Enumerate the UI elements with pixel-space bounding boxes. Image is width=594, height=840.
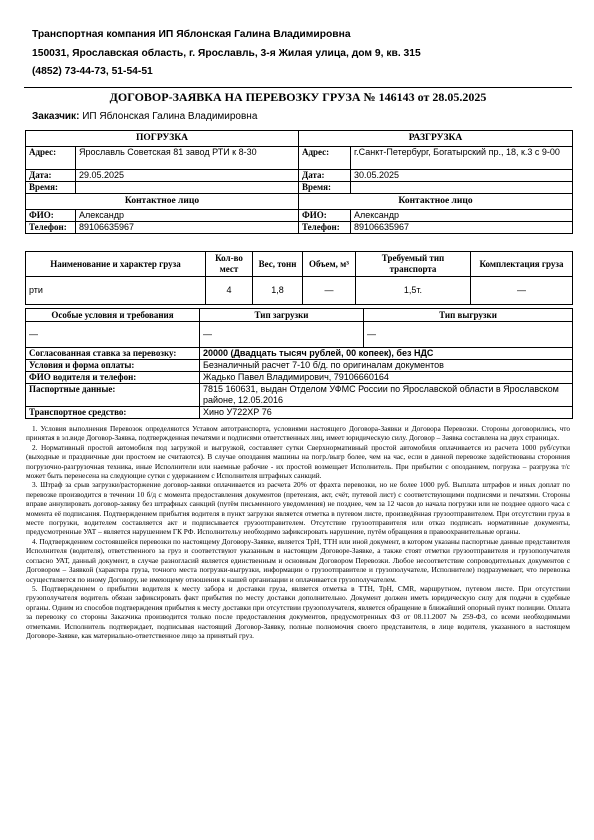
- conditions-header-special: Особые условия и требования: [26, 309, 200, 322]
- driver-label: ФИО водителя и телефон:: [26, 372, 200, 384]
- unloading-time: [351, 182, 573, 194]
- cargo-header-name: Наименование и характер груза: [26, 252, 206, 277]
- passport-value: 7815 160631, выдан Отделом УФМС России по Ярославской области в Ярославском районе, 12.05.2016: [200, 384, 573, 407]
- terms-paragraph: 4. Подтверждением состоявшейся перевозки по настоящему Договору-Заявке, является ТрН, ТТН или иной документ, в котором указаны паспортные данные представителя Исполнителя (водителя), ответственного за груз и соответствуют указанным в настоящем Договоре-Заявке, а также стоят отметки грузоотправителя и грузополучателя согласно УАТ, данный документ, в случае разногласий является единственным и основным Договором Перевозки. Любое несоответствие сопроводительных документов с Договором – Заявкой (характера груза, точного места погрузки-выгрузки, информации о грузоотправителе и грузополучателе, Исполнителе) подразумевает, что перевозка осуществляется по иному Договору, не имеющему отношения к нашей организации и оплачивается грузополучателем.: [26, 536, 570, 584]
- unloading-contact-name: Александр: [351, 210, 573, 222]
- unloading-phone-label: Телефон:: [299, 222, 351, 234]
- unloading-address: г.Санкт-Петербург, Богатырский пр., 18, к.3 с 9-00: [351, 147, 573, 170]
- cargo-header-package: Комплектация груза: [471, 252, 573, 277]
- customer-line: [32, 111, 257, 122]
- loading-date: 29.05.2025: [76, 170, 299, 182]
- cargo-table: [25, 251, 573, 305]
- payment-terms-label: Условия и форма оплаты:: [26, 360, 200, 372]
- payment-terms-value: Безналичный расчет 7-10 б/д. по оригиналам документов: [200, 360, 573, 372]
- loading-contact-name: Александр: [76, 210, 299, 222]
- terms-paragraph: 1. Условия выполнения Перевозок определяются Уставом автотранспорта, условиями настоящего Договора-Заявки и Договора Перевозки. Стороны договорились, что принятая в эл.виде Договор-Заявка, подтвержденная печатями и подписями ответственных лиц, имеет юридическую силу. Договор – Заявка составлена на двух страницах.: [26, 424, 570, 443]
- terms-paragraph: 2. Нормативный простой автомобиля под загрузкой и выгрузкой, составляет сутки Сверхнормативный простой автомобиля оплачивается из расчета 1000 руб/сутки (выходные и праздничные дни простоем не считаются). В случае опоздания машины на погр./выгр более, чем на час, если в данной перевозке задействованы сторонния погрузочно-разгрузочная техника, иные Исполнители или наемные рабочие - их простой возмещает Исполнитель. При прибытии с опозданием, погрузка – разгрузка т/с может быть перенесена на следующие сутки с удержанием с Исполнителя штрафных санкций.: [26, 442, 570, 481]
- loading-address: Ярославль Советская 81 завод РТИ к 8-30: [76, 147, 299, 170]
- payment-table: [25, 347, 573, 419]
- cargo-weight: 1,8: [253, 277, 303, 305]
- unloading-title: РАЗГРУЗКА: [299, 131, 573, 147]
- cargo-header-weight: Вес, тонн: [253, 252, 303, 277]
- company-address: 150031, Ярославская область, г. Ярославль, 3-я Жилая улица, дом 9, кв. 315: [32, 48, 421, 59]
- loading-address-label: Адрес:: [26, 147, 76, 170]
- cargo-header-places: Кол-во мест: [206, 252, 253, 277]
- cargo-header-volume: Объем, м³: [303, 252, 356, 277]
- terms-paragraph: 3. Штраф за срыв загрузки/расторжение договор-заявки оплачивается из расчета 20% от фрахта перевозки, но не более 1000 руб. Выплата штрафов и иных доплат по перевозке производится в течении 10 б/д с момента предоставления документов (претензия, акт, счёт, путевой лист) с соответствующими подписями и печатями. Стороны вправе аннулировать договор-заявку без штрафных санкций (путём письменного уведомления) не позднее, чем за 12 часов до начала погрузки или не позднее одного часа с момента её подписания. Подтверждением прибытия водителя в пункт загрузки является отметка в путевом листе, произведённая грузоотправителем. При отсутствии груза в месте погрузки, водителем составляется акт и подписывается грузоотправителем. Отсутствие грузоотправителя или отказ подписать нормативные документы, предусмотренные УАТ – является нарушением ГК РФ. Исполнительу необходимо зафиксировать нарушение, путём обращения в правоохранительные органы.: [26, 480, 570, 537]
- loading-title: ПОГРУЗКА: [26, 131, 299, 147]
- unloading-date-label: Дата:: [299, 170, 351, 182]
- loading-phone-label: Телефон:: [26, 222, 76, 234]
- unloading-address-label: Адрес:: [299, 147, 351, 170]
- unloading-time-label: Время:: [299, 182, 351, 194]
- cargo-volume: —: [303, 277, 356, 305]
- rate-label: Согласованная ставка за перевозку:: [26, 348, 200, 360]
- conditions-special: —: [26, 322, 200, 348]
- cargo-places: 4: [206, 277, 253, 305]
- conditions-loading-type: —: [200, 322, 364, 348]
- unloading-contact-phone: 89106635967: [351, 222, 573, 234]
- loading-contact-phone: 89106635967: [76, 222, 299, 234]
- company-name: Транспортная компания ИП Яблонская Галина Владимировна: [32, 29, 351, 40]
- loading-date-label: Дата:: [26, 170, 76, 182]
- unloading-name-label: ФИО:: [299, 210, 351, 222]
- loading-time-label: Время:: [26, 182, 76, 194]
- conditions-table: [25, 308, 573, 348]
- cargo-header-transport: Требуемый тип транспорта: [356, 252, 471, 277]
- passport-label: Паспортные данные:: [26, 384, 200, 407]
- vehicle-label: Транспортное средство:: [26, 407, 200, 419]
- unloading-date: 30.05.2025: [351, 170, 573, 182]
- conditions-header-unloading: Тип выгрузки: [364, 309, 573, 322]
- conditions-unloading-type: —: [364, 322, 573, 348]
- vehicle-value: Хино У722ХР 76: [200, 407, 573, 419]
- cargo-package: —: [471, 277, 573, 305]
- customer-value: ИП Яблонская Галина Владимировна: [82, 111, 258, 122]
- rate-value: 20000 (Двадцать тысяч рублей, 00 копеек), без НДС: [200, 348, 573, 360]
- cargo-transport: 1,5т.: [356, 277, 471, 305]
- loading-contact-title: Контактное лицо: [26, 194, 299, 210]
- route-table: [25, 130, 573, 234]
- loading-time: [76, 182, 299, 194]
- company-phones: (4852) 73-44-73, 51-54-51: [32, 66, 153, 77]
- terms-paragraph: 5. Подтверждением о прибытии водителя к месту забора и доставки груза, является отметка в ТТН, ТрН, CMR, маршрутном, путевом листе. При отсутствии грузополучателя водитель обязан зафиксировать факт прибытия по месту доставки дополнительно. Документ должен иметь юридическую силу для подачи в судебные органы. Одним из способов подтверждения прибытия к месту доставки при отсутствии грузополучателя, является обращение в ближайший опорный пункт полиции. Оплата за перевозку со стороны Заказчика производится только после предоставления документов, предусмотренных ФЗ от 08.11.2007 № 259-ФЗ, со всеми необходимыми отметками. Исполнитель подтверждает, подписывая настоящий Договор-Заявку, полные полномочия своего представителя, в лице водителя, указанного в настоящем Договоре-Заявке, как материально-ответственное лицо за принятый груз.: [26, 583, 570, 640]
- terms-section: [26, 424, 570, 640]
- unloading-contact-title: Контактное лицо: [299, 194, 573, 210]
- conditions-header-loading: Тип загрузки: [200, 309, 364, 322]
- customer-label: Заказчик:: [32, 111, 80, 122]
- cargo-name: рти: [26, 277, 206, 305]
- loading-name-label: ФИО:: [26, 210, 76, 222]
- document-title: ДОГОВОР-ЗАЯВКА НА ПЕРЕВОЗКУ ГРУЗА № 146143 от 28.05.2025: [24, 87, 572, 105]
- driver-value: Жадько Павел Владимирович, 79106660164: [200, 372, 573, 384]
